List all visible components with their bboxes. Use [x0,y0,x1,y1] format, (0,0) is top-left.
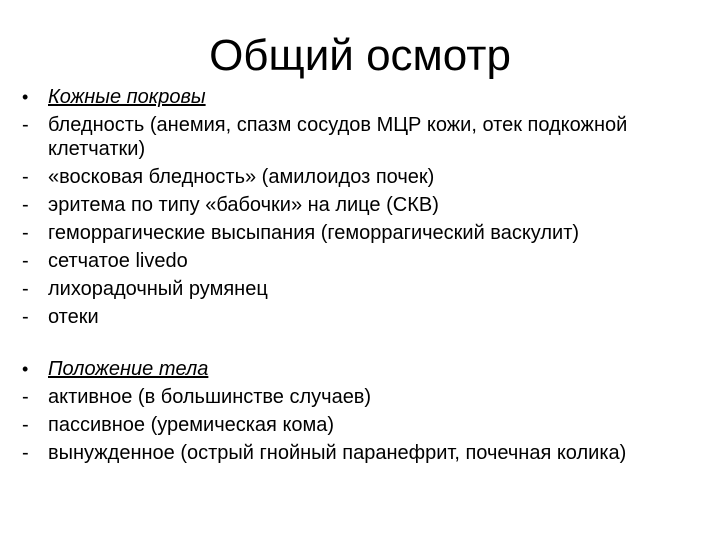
list-item [20,165,680,189]
list-item-text: вынужденное (острый гнойный паранефрит, почечная колика) [48,442,627,464]
section-spacer [20,333,680,357]
dash-marker: - [22,414,29,436]
list-item-text: эритема по типу «бабочки» на лице (СКВ) [48,194,439,216]
list-item [20,441,680,465]
list-item [20,221,680,245]
dash-marker: - [22,442,29,464]
dash-marker: - [22,386,29,408]
list-item-text: сетчатое livedo [48,250,188,272]
list-item-text: геморрагические высыпания (геморрагический васкулит) [48,222,580,244]
list-item [20,249,680,273]
dash-marker: - [22,306,29,328]
list-item-text: «восковая бледность» (амилоидоз почек) [48,166,435,188]
slide-title: Общий осмотр [209,31,511,80]
section-heading-label: Положение тела [48,358,209,380]
list-item-text: лихорадочный румянец [48,278,268,300]
list-item [20,277,680,301]
list-item [20,305,680,329]
list-item-text: пассивное (уремическая кома) [48,414,335,436]
dash-marker: - [22,250,29,272]
dash-marker: - [22,194,29,216]
list-item [20,413,680,437]
section-heading-body-position [20,357,680,381]
bullet-marker: • [22,87,29,107]
bullet-marker: • [22,359,29,379]
list-item-text: бледность (анемия, спазм сосудов МЦР кожи, отек подкожной клетчатки) [48,114,628,160]
dash-marker: - [22,114,29,136]
list-item [20,193,680,217]
list-item [20,113,680,161]
dash-marker: - [22,166,29,188]
list-item-text: активное (в большинстве случаев) [48,386,372,408]
list-item-text: отеки [48,306,99,328]
dash-marker: - [22,222,29,244]
slide-content [20,85,680,469]
dash-marker: - [22,278,29,300]
list-item [20,385,680,409]
section-heading-skin [20,85,680,109]
section-heading-label: Кожные покровы [48,86,206,108]
